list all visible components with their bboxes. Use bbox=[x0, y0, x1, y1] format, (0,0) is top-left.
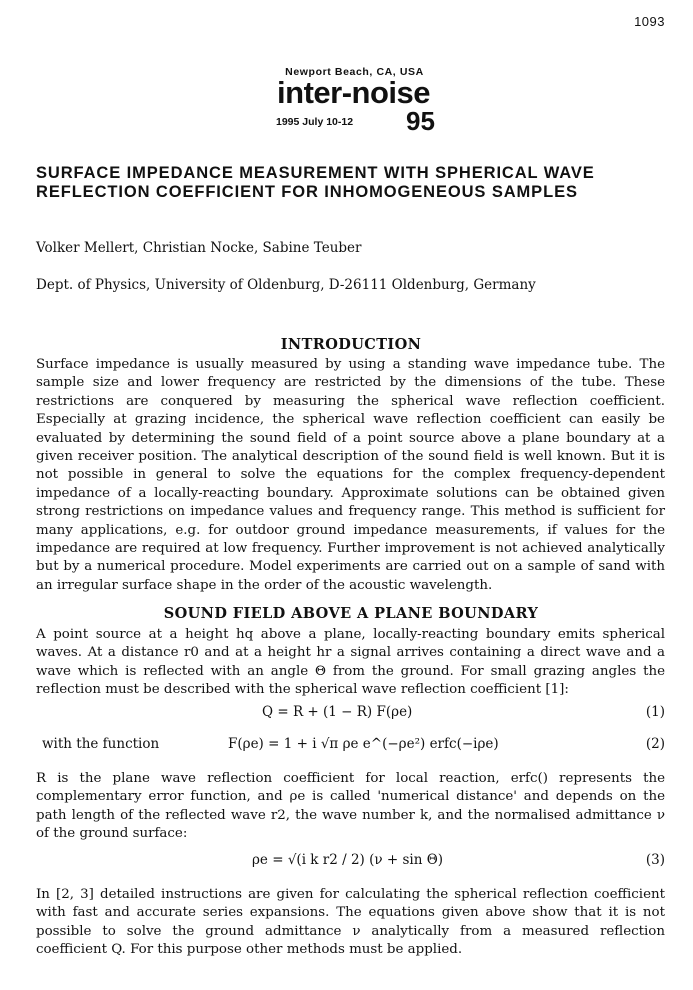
conference-date: 1995 July 10-12 bbox=[276, 116, 354, 128]
section-heading-sound-field: SOUND FIELD ABOVE A PLANE BOUNDARY bbox=[163, 605, 539, 622]
equation-2 bbox=[36, 736, 665, 756]
equation-1 bbox=[36, 704, 665, 724]
sound-field-paragraph-2: R is the plane wave reflection coefficient for local reaction, erfc() represents the complementary error function, and ρe is called 'numerical distance' and depends on the path length of the reflected wave r2, the wave number k, and the normalised admittance ν of the ground surface: bbox=[36, 771, 665, 842]
equation-3-expression: ρe = √(i k r2 / 2) (ν + sin Θ) bbox=[252, 852, 444, 868]
section-heading-introduction: INTRODUCTION bbox=[280, 336, 422, 353]
paper-title: SURFACE IMPEDANCE MEASUREMENT WITH SPHERICAL WAVE REFLECTION COEFFICIENT FOR INHOMOGENEOUS SAMPLES bbox=[36, 164, 595, 201]
equation-1-number: (1) bbox=[645, 704, 665, 720]
conference-header bbox=[0, 66, 693, 134]
conference-date-row bbox=[0, 108, 693, 134]
affiliation: Dept. of Physics, University of Oldenburg, D-26111 Oldenburg, Germany bbox=[36, 277, 536, 293]
page-number: 1093 bbox=[634, 14, 665, 29]
equation-3 bbox=[36, 852, 665, 872]
authors: Volker Mellert, Christian Nocke, Sabine Teuber bbox=[36, 240, 362, 256]
conference-year: 95 bbox=[406, 106, 435, 136]
sound-field-paragraph-3: In [2, 3] detailed instructions are given for calculating the spherical reflection coefficient with fast and accurate series expansions. The equations given above show that it is not possible to solve the ground admittance ν analytically from a measured reflection coefficient Q. For this purpose other methods must be applied. bbox=[36, 887, 665, 958]
conference-location: Newport Beach, CA, USA bbox=[285, 66, 424, 78]
equation-1-expression: Q = R + (1 − R) F(ρe) bbox=[262, 704, 413, 720]
equation-2-lead: with the function bbox=[42, 736, 160, 752]
equation-3-number: (3) bbox=[645, 852, 665, 868]
conference-logo: inter-noise bbox=[277, 75, 430, 110]
sound-field-paragraph-1: A point source at a height hq above a plane, locally-reacting boundary emits spherical waves. At a distance r0 and at a height hr a signal arrives containing a direct wave and a wave which is reflected with an angle Θ from the ground. For small grazing angles the reflection must be described with the spherical wave reflection coefficient [1]: bbox=[36, 627, 665, 698]
introduction-paragraph: Surface impedance is usually measured by using a standing wave impedance tube. The sample size and lower frequency are restricted by the dimensions of the tube. These restrictions are conquered by measuring the spherical wave reflection coefficient. Especially at grazing incidence, the spherical wave reflection coefficient can easily be evaluated by determining the sound field of a point source above a plane boundary at a given receiver position. The analytical description of the sound field is well known. But it is not possible in general to solve the equations for the complex frequency-dependent impedance of a locally-reacting boundary. Approximate solutions can be obtained given strong restrictions on impedance values and frequency range. This method is sufficient for many applications, e.g. for outdoor ground impedance measurements, if values for the impedance are required at low frequency. Further improvement is not achieved analytically but by a numerical procedure. Model experiments are carried out on a sample of sand with an irregular surface shape in the order of the acoustic wavelength. bbox=[36, 357, 665, 593]
equation-2-expression: F(ρe) = 1 + i √π ρe e^(−ρe²) erfc(−iρe) bbox=[228, 736, 499, 752]
equation-2-number: (2) bbox=[645, 736, 665, 752]
